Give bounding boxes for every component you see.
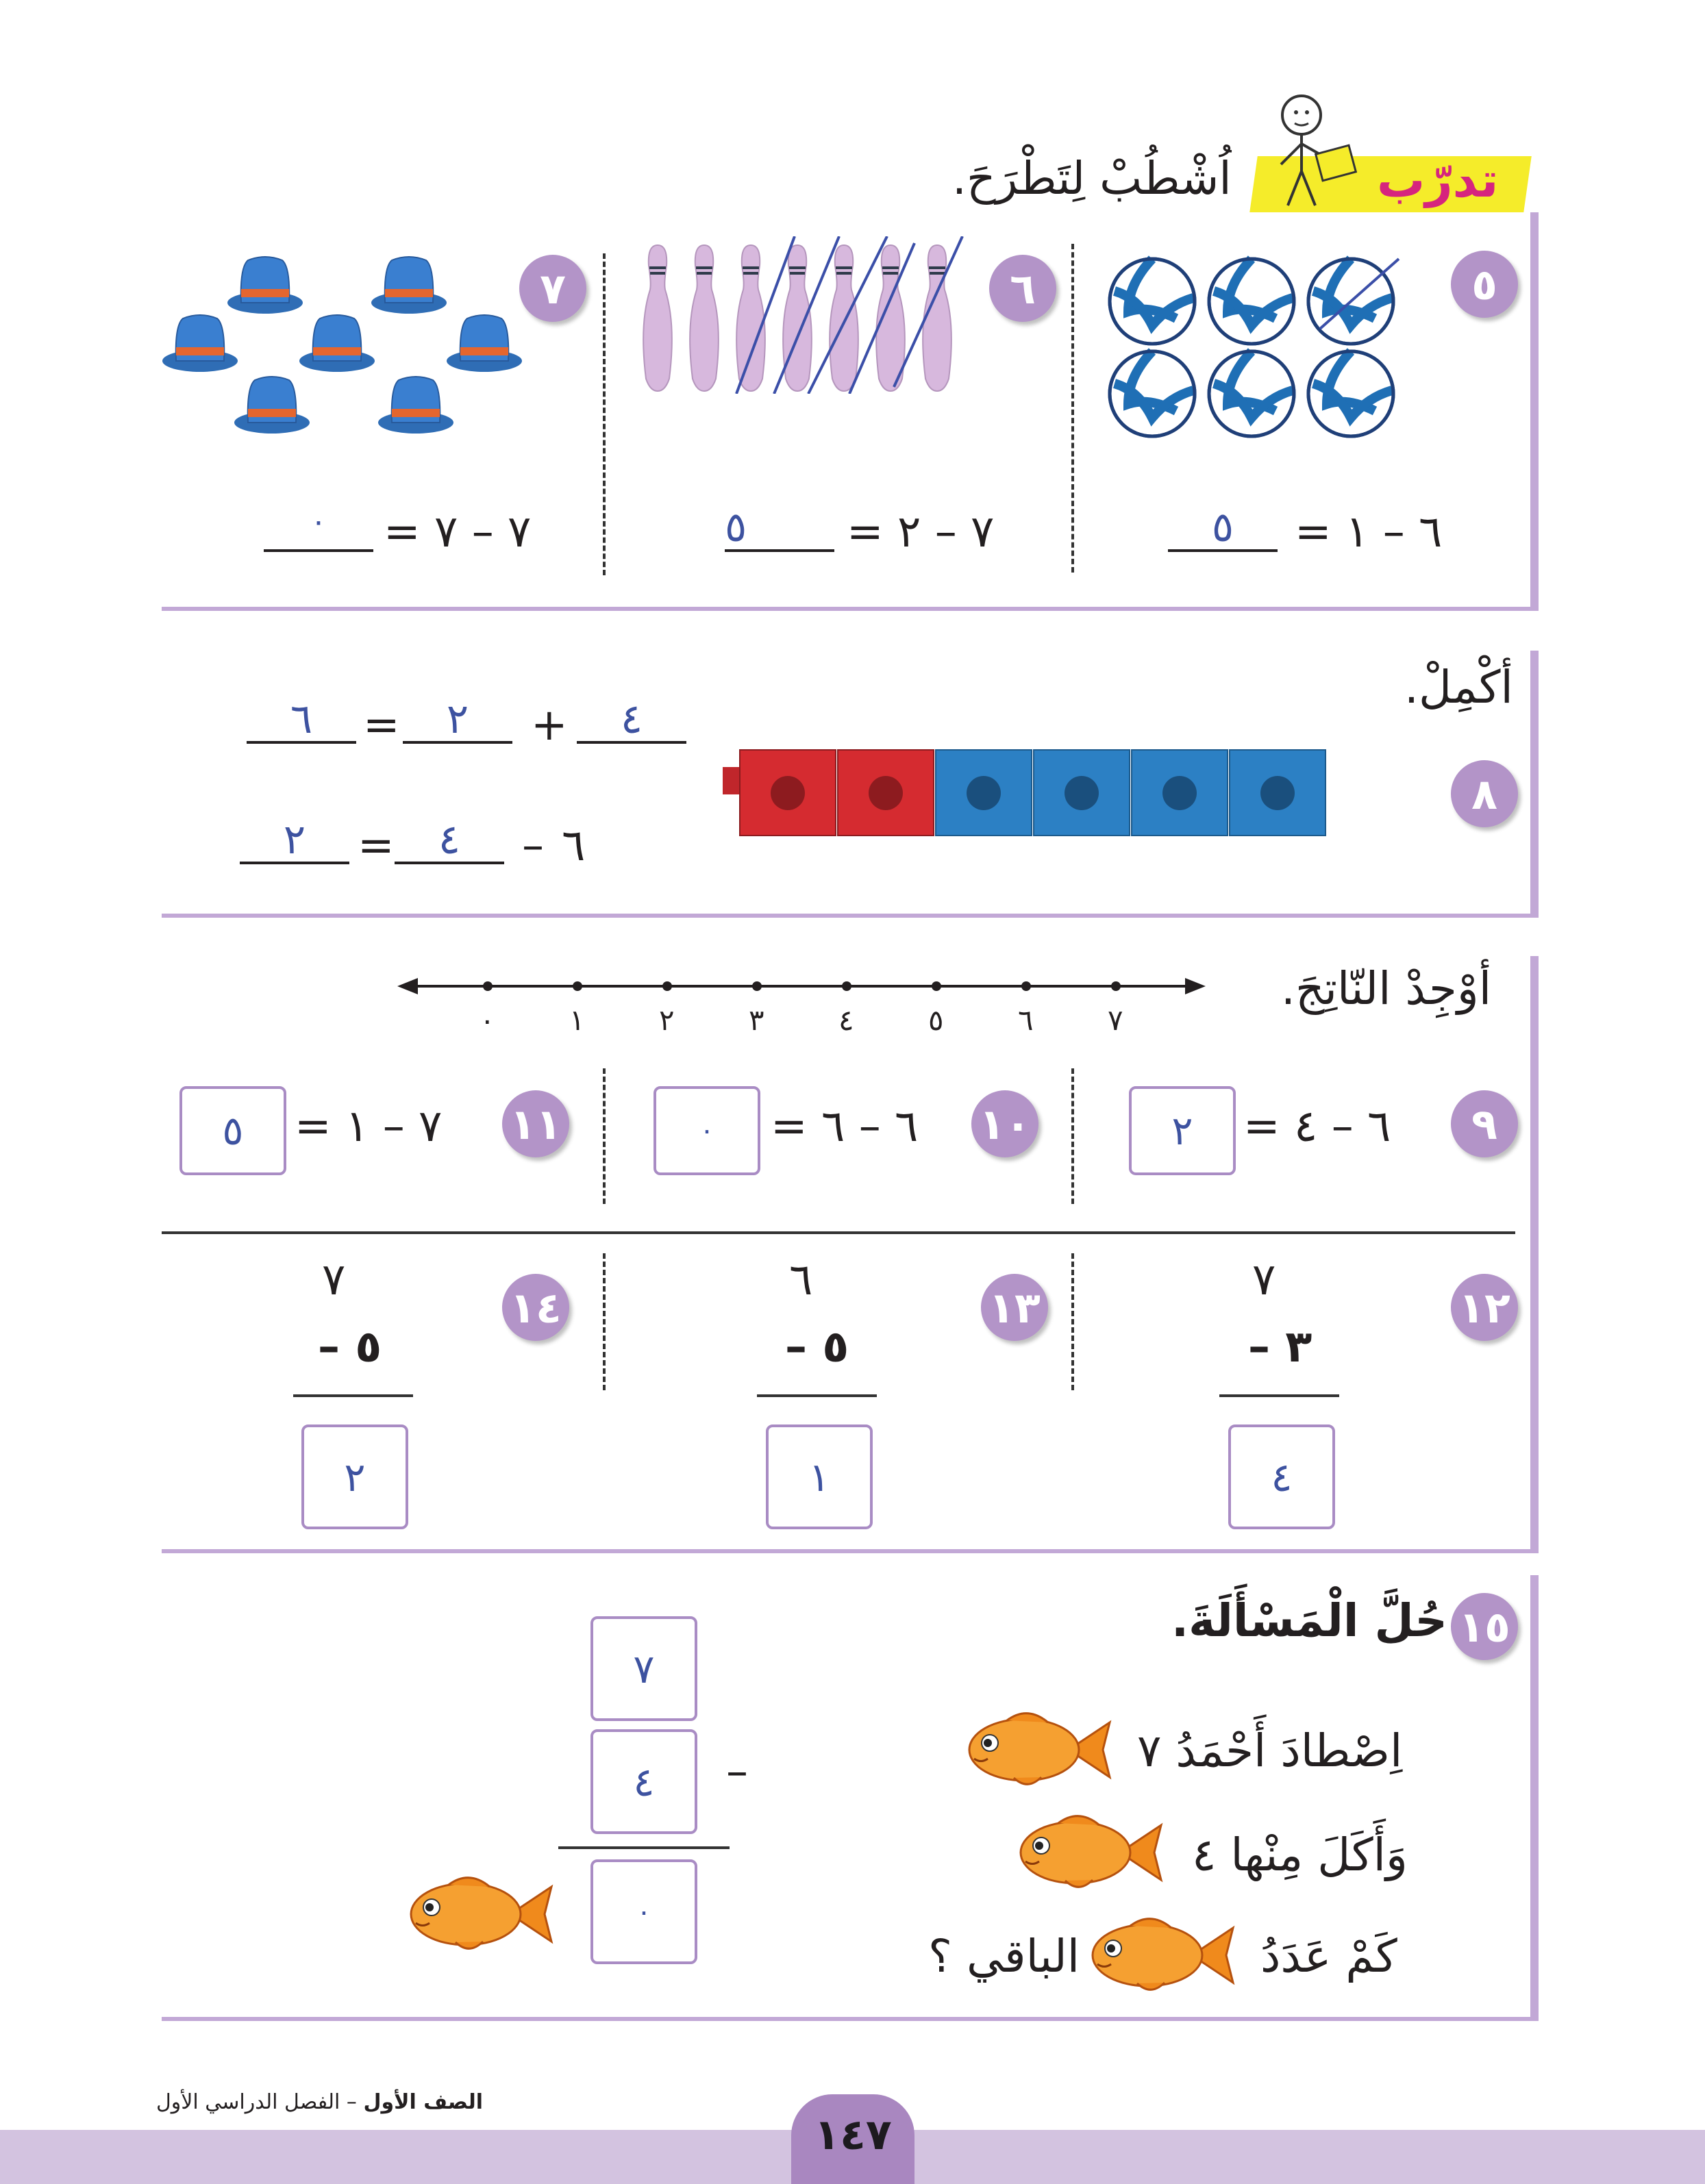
equation-10: ٦ – ٦ = xyxy=(771,1101,919,1152)
word-problem-title: حُلَّ الْمَسْأَلَةَ. xyxy=(1171,1594,1447,1647)
bowling-pins-image xyxy=(640,236,997,394)
question-number-8: ٨ xyxy=(1451,760,1518,827)
number-line-label-1: ١ xyxy=(569,1003,585,1037)
problem-box-middle[interactable]: ٤ xyxy=(590,1729,697,1834)
instruction-find-result: أوْجِدْ النّاتِجَ. xyxy=(1281,962,1492,1015)
fish-icon xyxy=(1089,1918,1240,2000)
footer-grade: الصف الأول xyxy=(363,2090,484,2114)
vertical-top-12: ٧ xyxy=(1252,1255,1276,1305)
equation-9: ٦ – ٤ = xyxy=(1243,1101,1391,1152)
fish-icon xyxy=(408,1877,558,1959)
answer-box-14[interactable]: ٢ xyxy=(301,1424,408,1529)
sum-line xyxy=(558,1846,730,1849)
number-line-label-5: ٥ xyxy=(928,1003,944,1037)
divider xyxy=(1071,1253,1074,1390)
footer-term: – الفصل الدراسي الأول xyxy=(156,2090,364,2114)
question-number-12: ١٢ xyxy=(1451,1274,1518,1341)
answer-blank-add-c[interactable]: ٦ xyxy=(247,699,356,744)
problem-line-1: اِصْطادَ أَحْمَدُ ٧ xyxy=(1137,1724,1403,1777)
equation-7: ٧ – ٧ = xyxy=(384,507,532,557)
problem-box-result[interactable]: ٠ xyxy=(590,1859,697,1964)
vertical-top-14: ٧ xyxy=(322,1255,346,1305)
answer-blank-sub-b[interactable]: ٤ xyxy=(395,819,504,864)
answer-blank-7[interactable]: ٠ xyxy=(264,507,373,552)
number-line-label-7: ٧ xyxy=(1108,1003,1123,1037)
number-line-label-4: ٤ xyxy=(838,1003,854,1037)
equation-11: ٧ – ١ = xyxy=(295,1101,443,1152)
question-number-10: ١٠ xyxy=(971,1090,1038,1157)
instruction-complete: أكْمِلْ. xyxy=(1404,661,1513,714)
number-line-label-6: ٦ xyxy=(1018,1003,1034,1037)
answer-box-9[interactable]: ٢ xyxy=(1129,1086,1236,1175)
sum-line xyxy=(757,1394,877,1397)
answer-blank-6[interactable]: ٥ xyxy=(725,507,834,552)
answer-blank-5[interactable]: ٥ xyxy=(1168,507,1278,552)
number-line xyxy=(397,972,1206,1027)
problem-line-3a: كَمْ عَدَدُ xyxy=(1260,1930,1397,1983)
practice-badge: تدرّب xyxy=(1377,152,1499,208)
minus-sign: – xyxy=(522,820,544,871)
answer-blank-add-a[interactable]: ٤ xyxy=(577,699,686,744)
divider xyxy=(1071,244,1074,573)
answer-box-11[interactable]: ٥ xyxy=(179,1086,286,1175)
question-number-14: ١٤ xyxy=(502,1274,569,1341)
fish-icon xyxy=(966,1712,1117,1794)
vertical-top-13: ٦ xyxy=(789,1255,813,1305)
divider xyxy=(603,253,606,575)
number-line-label-2: ٢ xyxy=(659,1003,675,1037)
linking-cubes-image xyxy=(723,740,1356,839)
equation-6: ٧ – ٢ = xyxy=(847,507,995,557)
answer-box-10[interactable]: ٠ xyxy=(654,1086,760,1175)
question-number-5: ٥ xyxy=(1451,251,1518,318)
sub-minuend: ٦ xyxy=(562,820,586,871)
question-number-15: ١٥ xyxy=(1451,1593,1518,1660)
number-line-label-0: ٠ xyxy=(480,1003,495,1037)
instruction-cross-out: اُشْطُبْ لِتَطْرَحَ. xyxy=(952,152,1232,205)
equation-5: ٦ – ١ = xyxy=(1295,507,1443,557)
problem-line-2: وَأَكَلَ مِنْها ٤ xyxy=(1192,1829,1408,1881)
answer-box-13[interactable]: ١ xyxy=(766,1424,873,1529)
question-number-13: ١٣ xyxy=(981,1274,1048,1341)
answer-box-12[interactable]: ٤ xyxy=(1228,1424,1335,1529)
sum-line xyxy=(1219,1394,1339,1397)
vertical-bottom-14: ٥ – xyxy=(318,1322,382,1372)
hats-image xyxy=(159,253,529,452)
question-number-7: ٧ xyxy=(519,255,586,322)
divider xyxy=(603,1253,606,1390)
vertical-bottom-13: ٥ – xyxy=(785,1322,849,1372)
row-separator xyxy=(162,1231,1515,1234)
answer-blank-sub-c[interactable]: ٢ xyxy=(240,819,349,864)
problem-minus-sign: – xyxy=(726,1746,748,1797)
thinking-kid-icon xyxy=(1260,89,1370,212)
answer-blank-add-b[interactable]: ٢ xyxy=(403,699,512,744)
divider xyxy=(1071,1068,1074,1204)
plus-sign: + xyxy=(531,700,568,751)
equals-sign: = xyxy=(358,820,395,871)
fish-icon xyxy=(1017,1815,1168,1897)
question-number-6: ٦ xyxy=(989,255,1056,322)
footer-text xyxy=(156,2090,483,2114)
volleyballs-image xyxy=(1104,253,1406,445)
page-number: ١٤٧ xyxy=(814,2109,892,2159)
divider xyxy=(603,1068,606,1204)
problem-box-top[interactable]: ٧ xyxy=(590,1616,697,1721)
equals-sign: = xyxy=(363,700,400,751)
question-number-11: ١١ xyxy=(502,1090,569,1157)
question-number-9: ٩ xyxy=(1451,1090,1518,1157)
vertical-bottom-12: ٣ – xyxy=(1248,1322,1312,1372)
number-line-label-3: ٣ xyxy=(749,1003,764,1037)
sum-line xyxy=(293,1394,413,1397)
problem-line-3b: الباقي ؟ xyxy=(928,1930,1080,1983)
